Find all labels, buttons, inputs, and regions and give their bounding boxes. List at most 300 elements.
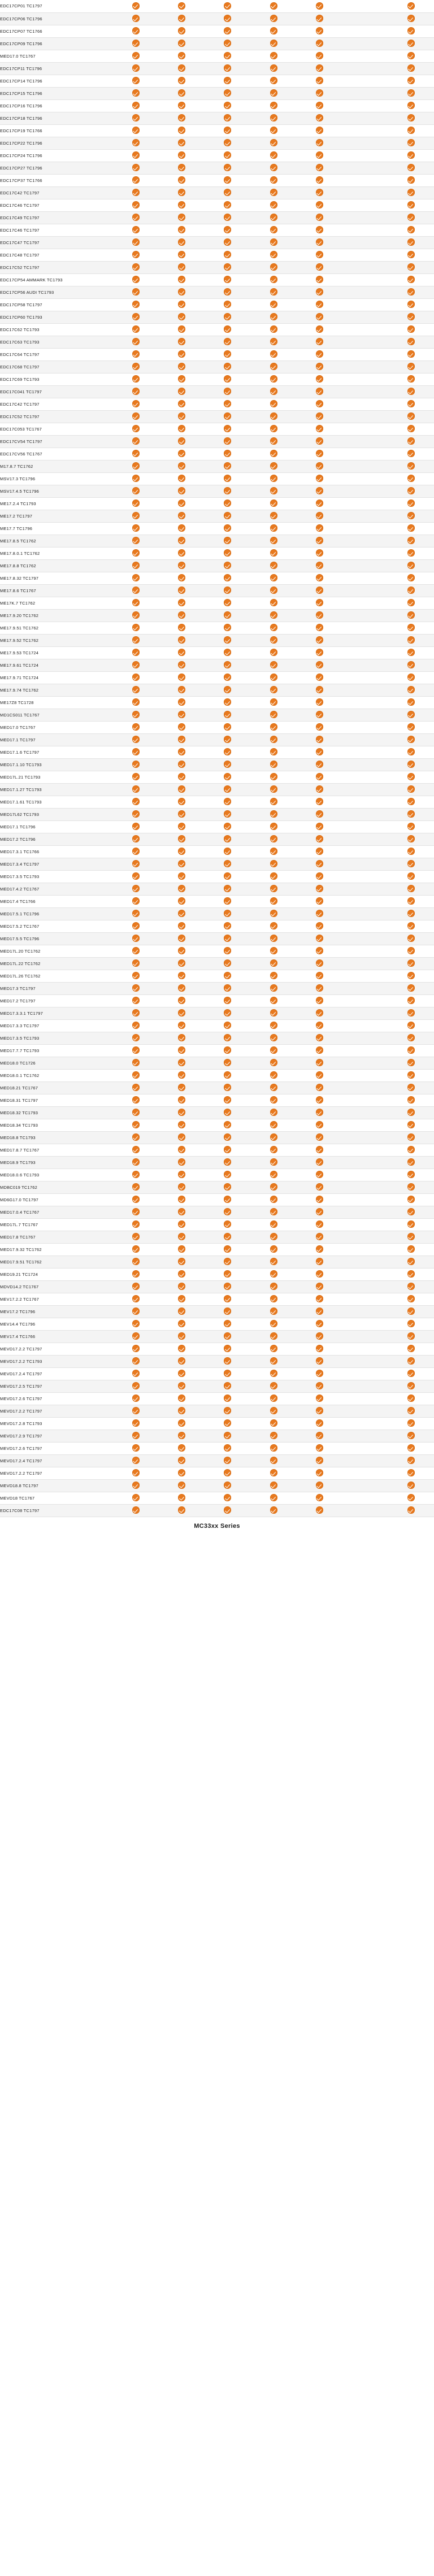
check-circle-icon	[407, 1158, 415, 1166]
support-mark-cell	[388, 236, 434, 249]
check-circle-icon	[132, 164, 140, 171]
support-mark-cell	[113, 186, 159, 199]
support-mark-cell	[297, 1256, 342, 1268]
check-circle-icon	[316, 450, 323, 457]
check-circle-icon	[407, 810, 415, 818]
support-mark-cell	[159, 970, 205, 982]
check-circle-icon	[132, 848, 140, 855]
check-circle-icon	[224, 823, 231, 830]
check-circle-icon	[224, 1245, 231, 1253]
no-mark-placeholder	[362, 1282, 369, 1289]
support-mark-cell	[297, 970, 342, 982]
support-mark-cell	[159, 609, 205, 622]
support-mark-cell	[388, 808, 434, 820]
check-circle-icon	[132, 462, 140, 470]
check-circle-icon	[224, 1469, 231, 1476]
table-row	[0, 149, 434, 162]
check-circle-icon	[224, 574, 231, 581]
support-mark-cell	[251, 261, 297, 273]
check-circle-icon	[178, 984, 185, 992]
support-mark-cell	[297, 858, 342, 870]
support-mark-cell	[251, 37, 297, 50]
support-mark-cell	[297, 211, 342, 224]
support-mark-cell	[205, 883, 250, 895]
check-circle-icon	[132, 363, 140, 370]
empty-mark-cell	[342, 336, 388, 348]
check-circle-icon	[132, 587, 140, 594]
check-circle-icon	[178, 52, 185, 59]
check-circle-icon	[178, 636, 185, 644]
check-circle-icon	[132, 723, 140, 731]
support-mark-cell	[159, 510, 205, 522]
device-name-cell: MED17.1 TC1796	[0, 820, 113, 833]
support-mark-cell	[388, 920, 434, 932]
check-circle-icon	[224, 587, 231, 594]
table-row	[0, 273, 434, 286]
no-mark-placeholder	[362, 374, 369, 381]
support-mark-cell	[205, 1019, 250, 1032]
check-circle-icon	[407, 1109, 415, 1116]
check-circle-icon	[224, 40, 231, 47]
check-circle-icon	[407, 363, 415, 370]
support-mark-cell	[159, 1193, 205, 1206]
support-mark-cell	[388, 1231, 434, 1243]
table-row	[0, 659, 434, 671]
check-circle-icon	[407, 114, 415, 121]
support-mark-cell	[388, 360, 434, 373]
check-circle-icon	[316, 860, 323, 867]
support-mark-cell	[388, 945, 434, 957]
check-circle-icon	[407, 1183, 415, 1191]
device-name-cell: EDC17CV56 TC1767	[0, 448, 113, 460]
support-mark-cell	[159, 410, 205, 423]
no-mark-placeholder	[362, 212, 369, 220]
check-circle-icon	[132, 201, 140, 208]
table-row	[0, 1231, 434, 1243]
empty-mark-cell	[342, 622, 388, 634]
check-circle-icon	[178, 1109, 185, 1116]
check-circle-icon	[224, 1196, 231, 1203]
support-mark-cell	[159, 1218, 205, 1231]
support-mark-cell	[251, 547, 297, 559]
support-mark-cell	[159, 385, 205, 398]
support-mark-cell	[159, 1144, 205, 1156]
support-mark-cell	[297, 62, 342, 75]
no-mark-placeholder	[362, 14, 369, 21]
support-mark-cell	[251, 162, 297, 174]
check-circle-icon	[407, 313, 415, 320]
check-circle-icon	[132, 425, 140, 432]
check-circle-icon	[224, 313, 231, 320]
check-circle-icon	[407, 1009, 415, 1017]
device-name-cell: MED17.5.5 TC1796	[0, 932, 113, 945]
check-circle-icon	[224, 77, 231, 84]
check-circle-icon	[407, 1171, 415, 1178]
check-circle-icon	[178, 1320, 185, 1327]
support-mark-cell	[251, 1330, 297, 1343]
support-mark-cell	[205, 124, 250, 137]
support-mark-cell	[388, 1454, 434, 1467]
support-mark-cell	[113, 982, 159, 994]
support-mark-cell	[297, 112, 342, 124]
check-circle-icon	[132, 997, 140, 1004]
device-name-cell: EDC17CP24 TC1796	[0, 149, 113, 162]
check-circle-icon	[224, 487, 231, 494]
check-circle-icon	[132, 388, 140, 395]
check-circle-icon	[270, 350, 277, 358]
empty-mark-cell	[342, 1106, 388, 1119]
empty-mark-cell	[342, 149, 388, 162]
table-row	[0, 1181, 434, 1193]
support-mark-cell	[251, 1144, 297, 1156]
no-mark-placeholder	[362, 1505, 369, 1513]
support-mark-cell	[251, 323, 297, 336]
support-mark-cell	[113, 1355, 159, 1367]
check-circle-icon	[316, 388, 323, 395]
support-mark-cell	[388, 733, 434, 746]
no-mark-placeholder	[362, 1, 369, 8]
support-mark-cell	[159, 771, 205, 783]
empty-mark-cell	[342, 522, 388, 535]
support-mark-cell	[297, 845, 342, 858]
empty-mark-cell	[342, 845, 388, 858]
empty-mark-cell	[342, 410, 388, 423]
support-mark-cell	[251, 696, 297, 709]
support-mark-cell	[388, 25, 434, 37]
support-mark-cell	[297, 273, 342, 286]
check-circle-icon	[224, 238, 231, 246]
check-circle-icon	[316, 325, 323, 333]
no-mark-placeholder	[362, 262, 369, 270]
check-circle-icon	[407, 40, 415, 47]
support-mark-cell	[205, 174, 250, 186]
check-circle-icon	[407, 773, 415, 780]
check-circle-icon	[407, 785, 415, 793]
check-circle-icon	[270, 425, 277, 432]
support-mark-cell	[205, 211, 250, 224]
support-mark-cell	[113, 497, 159, 510]
support-mark-cell	[297, 1193, 342, 1206]
check-circle-icon	[407, 1233, 415, 1240]
empty-mark-cell	[342, 1206, 388, 1218]
support-mark-cell	[113, 808, 159, 820]
support-mark-cell	[205, 1367, 250, 1380]
table-row	[0, 597, 434, 609]
support-mark-cell	[159, 249, 205, 261]
support-mark-cell	[388, 758, 434, 771]
support-mark-cell	[205, 982, 250, 994]
no-mark-placeholder	[362, 250, 369, 257]
support-mark-cell	[297, 1044, 342, 1057]
check-circle-icon	[178, 1245, 185, 1253]
check-circle-icon	[132, 810, 140, 818]
check-circle-icon	[224, 1258, 231, 1265]
device-name-cell: EDC17CP15 TC1796	[0, 87, 113, 99]
check-circle-icon	[224, 748, 231, 755]
check-circle-icon	[407, 885, 415, 892]
support-mark-cell	[251, 522, 297, 535]
support-mark-cell	[297, 1007, 342, 1019]
support-mark-cell	[205, 758, 250, 771]
check-circle-icon	[270, 64, 277, 72]
check-circle-icon	[316, 338, 323, 345]
support-mark-cell	[113, 1106, 159, 1119]
support-mark-cell	[113, 684, 159, 696]
support-mark-cell	[297, 1318, 342, 1330]
support-mark-cell	[388, 883, 434, 895]
check-circle-icon	[132, 1196, 140, 1203]
check-circle-icon	[270, 450, 277, 457]
support-mark-cell	[251, 186, 297, 199]
check-circle-icon	[316, 201, 323, 208]
empty-mark-cell	[342, 1467, 388, 1479]
support-mark-cell	[113, 522, 159, 535]
no-mark-placeholder	[362, 685, 369, 692]
check-circle-icon	[407, 450, 415, 457]
device-name-cell: MED17L.20 TC1762	[0, 945, 113, 957]
support-mark-cell	[297, 522, 342, 535]
device-name-cell: MSV17.4.5 TC1796	[0, 485, 113, 497]
check-circle-icon	[224, 860, 231, 867]
support-mark-cell	[251, 895, 297, 907]
table-row	[0, 970, 434, 982]
table-row	[0, 62, 434, 75]
check-circle-icon	[224, 1444, 231, 1452]
support-mark-cell	[113, 236, 159, 249]
check-circle-icon	[316, 412, 323, 420]
support-mark-cell	[205, 1081, 250, 1094]
check-circle-icon	[407, 27, 415, 34]
no-mark-placeholder	[362, 809, 369, 816]
support-mark-cell	[159, 261, 205, 273]
support-mark-cell	[297, 1131, 342, 1144]
no-mark-placeholder	[362, 275, 369, 282]
check-circle-icon	[316, 64, 323, 72]
support-mark-cell	[205, 1156, 250, 1168]
check-circle-icon	[178, 226, 185, 233]
check-circle-icon	[178, 785, 185, 793]
check-circle-icon	[178, 1196, 185, 1203]
empty-mark-cell	[342, 448, 388, 460]
support-mark-cell	[159, 808, 205, 820]
support-mark-cell	[297, 236, 342, 249]
support-mark-cell	[159, 622, 205, 634]
check-circle-icon	[270, 549, 277, 557]
check-circle-icon	[316, 2, 323, 10]
check-circle-icon	[316, 127, 323, 134]
empty-mark-cell	[342, 460, 388, 472]
device-name-cell: ME17.2.4 TC1793	[0, 497, 113, 510]
check-circle-icon	[178, 151, 185, 159]
table-row	[0, 758, 434, 771]
support-mark-cell	[205, 858, 250, 870]
support-mark-cell	[205, 1144, 250, 1156]
check-circle-icon	[132, 798, 140, 805]
support-mark-cell	[297, 1231, 342, 1243]
support-mark-cell	[205, 1243, 250, 1256]
no-mark-placeholder	[362, 1306, 369, 1314]
check-circle-icon	[132, 1158, 140, 1166]
support-mark-cell	[388, 671, 434, 684]
no-mark-placeholder	[362, 386, 369, 394]
check-circle-icon	[132, 1046, 140, 1054]
check-circle-icon	[132, 611, 140, 619]
support-mark-cell	[297, 336, 342, 348]
check-circle-icon	[132, 1022, 140, 1029]
check-circle-icon	[316, 736, 323, 743]
table-row	[0, 485, 434, 497]
support-mark-cell	[388, 348, 434, 360]
device-name-cell: MED17.4 TC1766	[0, 895, 113, 907]
check-circle-icon	[270, 1196, 277, 1203]
table-row	[0, 920, 434, 932]
empty-mark-cell	[342, 559, 388, 572]
support-mark-cell	[159, 1417, 205, 1430]
support-mark-cell	[205, 970, 250, 982]
support-mark-cell	[297, 1206, 342, 1218]
support-mark-cell	[159, 1343, 205, 1355]
check-circle-icon	[132, 823, 140, 830]
check-circle-icon	[316, 674, 323, 681]
support-mark-cell	[251, 559, 297, 572]
no-mark-placeholder	[362, 884, 369, 891]
check-circle-icon	[132, 1283, 140, 1290]
support-mark-cell	[388, 1504, 434, 1517]
check-circle-icon	[270, 1469, 277, 1476]
check-circle-icon	[316, 686, 323, 693]
check-circle-icon	[224, 686, 231, 693]
support-mark-cell	[388, 547, 434, 559]
device-name-cell: MED17.2 TC1796	[0, 833, 113, 845]
support-mark-cell	[388, 1044, 434, 1057]
device-name-cell: MDVD14.2 TC1767	[0, 1280, 113, 1293]
check-circle-icon	[407, 748, 415, 755]
check-circle-icon	[270, 1220, 277, 1228]
empty-mark-cell	[342, 1168, 388, 1181]
support-mark-cell	[297, 1218, 342, 1231]
no-mark-placeholder	[362, 312, 369, 319]
table-row	[0, 646, 434, 659]
check-circle-icon	[178, 1444, 185, 1452]
check-circle-icon	[270, 885, 277, 892]
support-mark-cell	[113, 1218, 159, 1231]
support-mark-cell	[251, 385, 297, 398]
check-circle-icon	[132, 151, 140, 159]
empty-mark-cell	[342, 970, 388, 982]
check-circle-icon	[224, 1270, 231, 1278]
check-circle-icon	[178, 848, 185, 855]
empty-mark-cell	[342, 1007, 388, 1019]
support-mark-cell	[251, 808, 297, 820]
support-mark-cell	[159, 1430, 205, 1442]
check-circle-icon	[178, 40, 185, 47]
check-circle-icon	[224, 1506, 231, 1514]
check-circle-icon	[270, 984, 277, 992]
support-mark-cell	[113, 1479, 159, 1492]
support-mark-cell	[251, 609, 297, 622]
device-name-cell: MEV17.2 TC1796	[0, 1305, 113, 1318]
no-mark-placeholder	[362, 125, 369, 133]
check-circle-icon	[224, 562, 231, 569]
table-row	[0, 1280, 434, 1293]
no-mark-placeholder	[362, 896, 369, 903]
check-circle-icon	[407, 89, 415, 97]
check-circle-icon	[178, 748, 185, 755]
support-mark-cell	[159, 1106, 205, 1119]
support-mark-cell	[159, 37, 205, 50]
table-row	[0, 1243, 434, 1256]
support-mark-cell	[159, 1243, 205, 1256]
support-mark-cell	[297, 124, 342, 137]
support-mark-cell	[388, 1405, 434, 1417]
check-circle-icon	[132, 238, 140, 246]
no-mark-placeholder	[362, 411, 369, 419]
no-mark-placeholder	[362, 1269, 369, 1276]
table-row	[0, 858, 434, 870]
support-mark-cell	[251, 112, 297, 124]
support-mark-cell	[113, 1405, 159, 1417]
check-circle-icon	[316, 798, 323, 805]
support-mark-cell	[251, 572, 297, 584]
support-mark-cell	[297, 1144, 342, 1156]
empty-mark-cell	[342, 62, 388, 75]
empty-mark-cell	[342, 75, 388, 87]
support-mark-cell	[388, 622, 434, 634]
check-circle-icon	[270, 127, 277, 134]
check-circle-icon	[224, 1022, 231, 1029]
table-row	[0, 994, 434, 1007]
table-row	[0, 1256, 434, 1268]
support-mark-cell	[251, 1057, 297, 1069]
device-name-cell: EDC17CP22 TC1796	[0, 137, 113, 149]
no-mark-placeholder	[362, 1219, 369, 1227]
check-circle-icon	[224, 649, 231, 656]
check-circle-icon	[224, 114, 231, 121]
check-circle-icon	[270, 475, 277, 482]
check-circle-icon	[270, 674, 277, 681]
check-circle-icon	[178, 102, 185, 109]
support-mark-cell	[113, 75, 159, 87]
check-circle-icon	[407, 574, 415, 581]
check-circle-icon	[316, 1482, 323, 1489]
check-circle-icon	[407, 251, 415, 258]
check-circle-icon	[178, 872, 185, 880]
support-mark-cell	[113, 286, 159, 298]
support-mark-cell	[205, 1454, 250, 1467]
check-circle-icon	[224, 15, 231, 22]
support-mark-cell	[159, 497, 205, 510]
support-mark-cell	[205, 460, 250, 472]
check-circle-icon	[224, 872, 231, 880]
check-circle-icon	[270, 1457, 277, 1464]
device-name-cell: ME17.9.74 TC1762	[0, 684, 113, 696]
device-name-cell: EDC17C69 TC1793	[0, 373, 113, 385]
empty-mark-cell	[342, 1318, 388, 1330]
support-mark-cell	[205, 1168, 250, 1181]
support-mark-cell	[388, 1318, 434, 1330]
check-circle-icon	[178, 959, 185, 967]
support-mark-cell	[251, 1417, 297, 1430]
check-circle-icon	[316, 375, 323, 383]
support-mark-cell	[388, 1069, 434, 1081]
table-row	[0, 895, 434, 907]
check-circle-icon	[407, 487, 415, 494]
empty-mark-cell	[342, 1193, 388, 1206]
check-circle-icon	[270, 412, 277, 420]
device-name-cell: EDC17C053 TC1767	[0, 423, 113, 435]
check-circle-icon	[407, 1084, 415, 1091]
check-circle-icon	[316, 748, 323, 755]
